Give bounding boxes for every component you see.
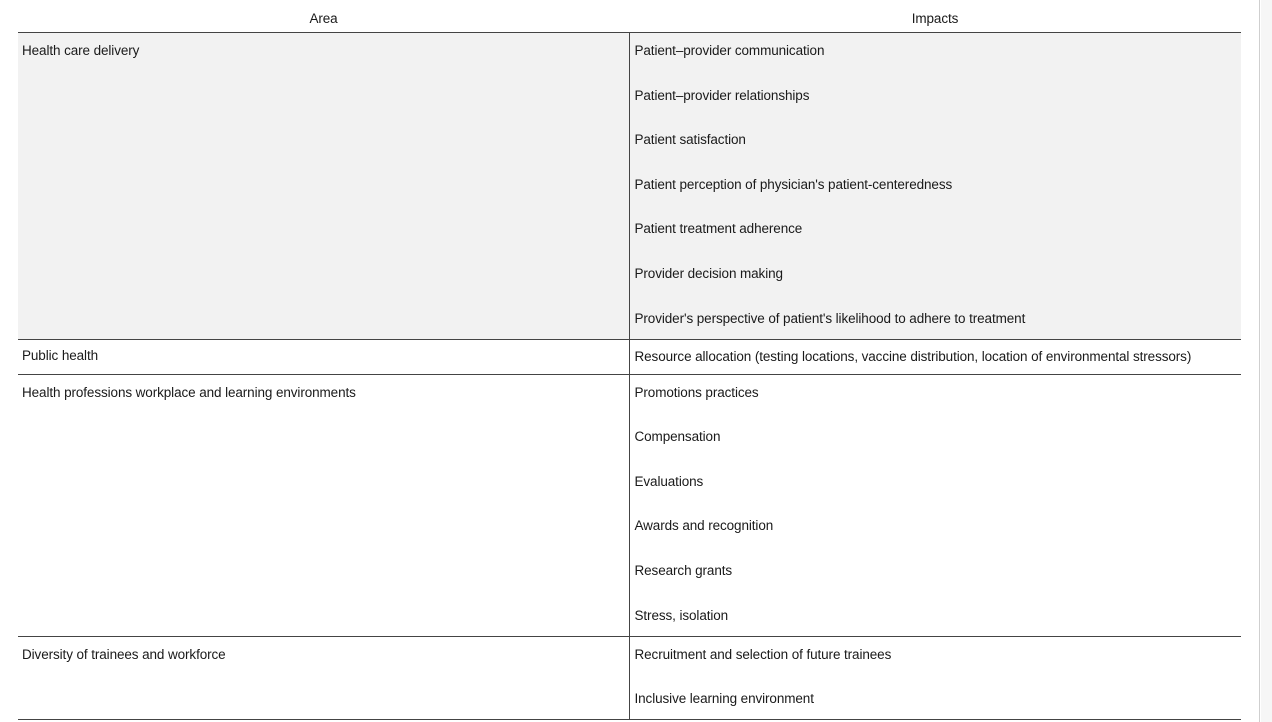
impacts-cell (629, 636, 1241, 720)
impact-item: Stress, isolation (634, 607, 729, 623)
impact-item: Inclusive learning environment (634, 691, 814, 707)
impacts-table (18, 4, 1241, 720)
impact-item: Patient treatment adherence (634, 221, 803, 237)
area-cell: Public health (18, 339, 629, 374)
impact-list (635, 340, 1236, 374)
header-impacts: Impacts (629, 4, 1241, 33)
impact-list (635, 375, 1236, 636)
impact-item: Compensation (634, 429, 721, 445)
impact-item: Patient–provider relationships (634, 87, 810, 103)
impacts-cell (629, 339, 1241, 374)
impacts-cell (629, 374, 1241, 636)
impact-item: Resource allocation (testing locations, vaccine distribution, location of environmental stressors) (634, 348, 1192, 364)
impact-item: Provider decision making (634, 265, 783, 281)
table-header-row (18, 4, 1241, 33)
impact-list (635, 33, 1236, 339)
impact-item: Provider's perspective of patient's likelihood to adhere to treatment (634, 310, 1026, 326)
area-cell: Health care delivery (18, 33, 629, 340)
table-row (18, 374, 1241, 636)
header-area: Area (18, 4, 629, 33)
impact-list (635, 637, 1236, 720)
table-row (18, 339, 1241, 374)
table-row (18, 33, 1241, 340)
impact-item: Promotions practices (634, 384, 759, 400)
area-cell: Diversity of trainees and workforce (18, 636, 629, 720)
area-cell: Health professions workplace and learning environments (18, 374, 629, 636)
impact-item: Recruitment and selection of future trainees (634, 646, 892, 662)
impact-item: Evaluations (634, 473, 704, 489)
table-row (18, 636, 1241, 720)
scrollbar-track[interactable] (1261, 0, 1272, 722)
impact-item: Patient satisfaction (634, 132, 746, 148)
impact-item: Patient–provider communication (634, 43, 825, 58)
impacts-cell (629, 33, 1241, 340)
impact-item: Research grants (634, 562, 733, 578)
impact-item: Awards and recognition (634, 518, 774, 534)
impact-item: Patient perception of physician's patient-centeredness (634, 176, 953, 192)
